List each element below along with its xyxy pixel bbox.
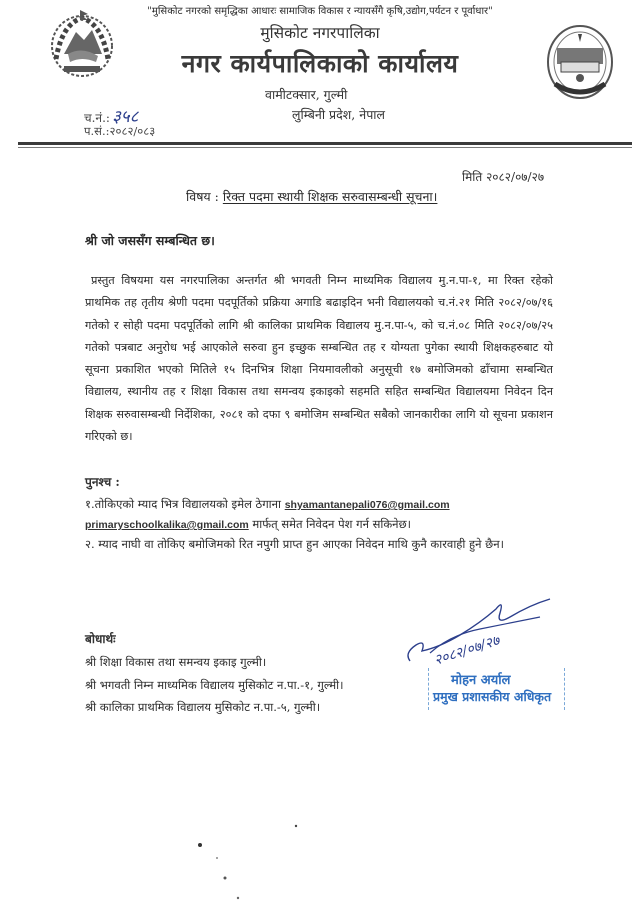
dispatch-number-value: ३५८ xyxy=(111,107,139,127)
address-line-1: वामीटक्सार, गुल्मी xyxy=(265,87,348,102)
subject-line xyxy=(186,188,437,205)
official-stamp xyxy=(428,668,565,710)
date-value: २०८२/०७/२७ xyxy=(486,170,545,184)
salutation: श्री जो जससँग सम्बन्धित छ। xyxy=(85,233,215,248)
signature-date: २०८२/०७/२७ xyxy=(432,632,502,669)
address-line-2: लुम्बिनी प्रदेश, नेपाल xyxy=(292,107,386,122)
body-paragraph: प्रस्तुत विषयमा यस नगरपालिका अन्तर्गत श्री भगवती निम्न माध्यमिक विद्यालय मु.न.पा-१, मा रिक्त रहेको प्राथमिक तह तृतीय श्रेणी पदमा पदपूर्तिको प्रक्रिया अगाडि बढाइदिन भनी विद्यालयको च.नं.२१ मिति २०८२/०७/१६ गतेको र सोही पदमा पदपूर्तिको लागि श्री कालिका प्राथमिक विद्यालय मु.न.पा-५, को च.नं.०८ मिति २०८२/०७/२५ गतेको पत्रबाट अनुरोध भई आएकोले सरुवा हुन इच्छुक सम्बन्धित तह र योग्यता पुगेका स्थायी शिक्षकहरुबाट यो सूचना प्रकाशित भएको मितिले १५ दिनभित्र शिक्षा नियमावलीको अनुसूची १७ बमोजिमको ढाँचामा सम्बन्धित विद्यालय, स्थानीय तह र शिक्षा विकास तथा समन्वय इकाइको सहमति सहित सम्बन्धित विद्यालयमा निवेदन दिन शिक्षक सरुवासम्बन्धी निर्देशिका, २०८१ को दफा ९ बमोजिम सम्बन्धित सबैको जानकारीका लागि यो सूचना प्रकाशन गरिएको छ। xyxy=(85,274,553,444)
subject-text: रिक्त पदमा स्थायी शिक्षक सरुवासम्बन्धी सूचना। xyxy=(222,189,438,204)
email-link-2[interactable]: primaryschoolkalika@gmail.com xyxy=(85,519,249,531)
postscript-item-1-cont xyxy=(85,517,411,532)
date-label: मिति xyxy=(462,170,483,184)
municipality-name: मुसिकोट नगरपालिका xyxy=(260,24,380,42)
postscript-item-1 xyxy=(85,497,450,512)
subject-label: विषय : xyxy=(186,189,219,204)
handwritten-signature xyxy=(400,595,570,675)
office-title: नगर कार्यपालिकाको कार्यालय xyxy=(181,49,459,78)
letter-date xyxy=(462,168,544,185)
postscript-item-2: २. म्याद नाघी वा तोकिए बमोजिमको रित नपुगी प्राप्त हुन आएका निवेदन माथि कुनै कारवाही हुने छैन। xyxy=(85,537,504,551)
musikot-municipality-logo-icon xyxy=(545,22,615,102)
scan-specks xyxy=(190,810,310,910)
cc-title: बोधार्थः xyxy=(85,632,116,646)
dispatch-number-label: च.नं.: xyxy=(84,111,110,125)
nepal-government-emblem-icon xyxy=(42,4,122,84)
cc-recipient: श्री शिक्षा विकास तथा समन्वय इकाइ गुल्मी। xyxy=(85,655,267,669)
postscript-item-1-suffix: मार्फत् समेत निवेदन पेश गर्न सकिनेछ। xyxy=(252,517,411,531)
fiscal-year-value: २०८२/०८३ xyxy=(109,124,156,138)
email-link-1[interactable]: shyamantanepali076@gmail.com xyxy=(284,499,450,511)
cc-recipient: श्री भगवती निम्न माध्यमिक विद्यालय मुसिकोट न.पा.-१, गुल्मी। xyxy=(85,678,344,692)
cc-recipient: श्री कालिका प्राथमिक विद्यालय मुसिकोट न.पा.-५, गुल्मी। xyxy=(85,700,321,714)
fiscal-year xyxy=(84,124,155,139)
stamp-name: मोहन अर्याल xyxy=(451,673,511,688)
fiscal-year-label: प.सं.: xyxy=(84,124,110,138)
header-divider xyxy=(18,142,632,145)
postscript-item-1-text: १.तोकिएको म्याद भित्र विद्यालयको इमेल ठेगाना xyxy=(85,497,282,511)
header-divider-thin xyxy=(18,147,632,148)
postscript-title: पुनश्च : xyxy=(85,475,120,489)
stamp-title: प्रमुख प्रशासकीय अधिकृत xyxy=(433,689,552,704)
municipality-motto: "मुसिकोट नगरको समृद्धिका आधारः सामाजिक विकास र न्यायसँगै कृषि,उद्योग,पर्यटन र पूर्वाधार" xyxy=(147,6,493,17)
